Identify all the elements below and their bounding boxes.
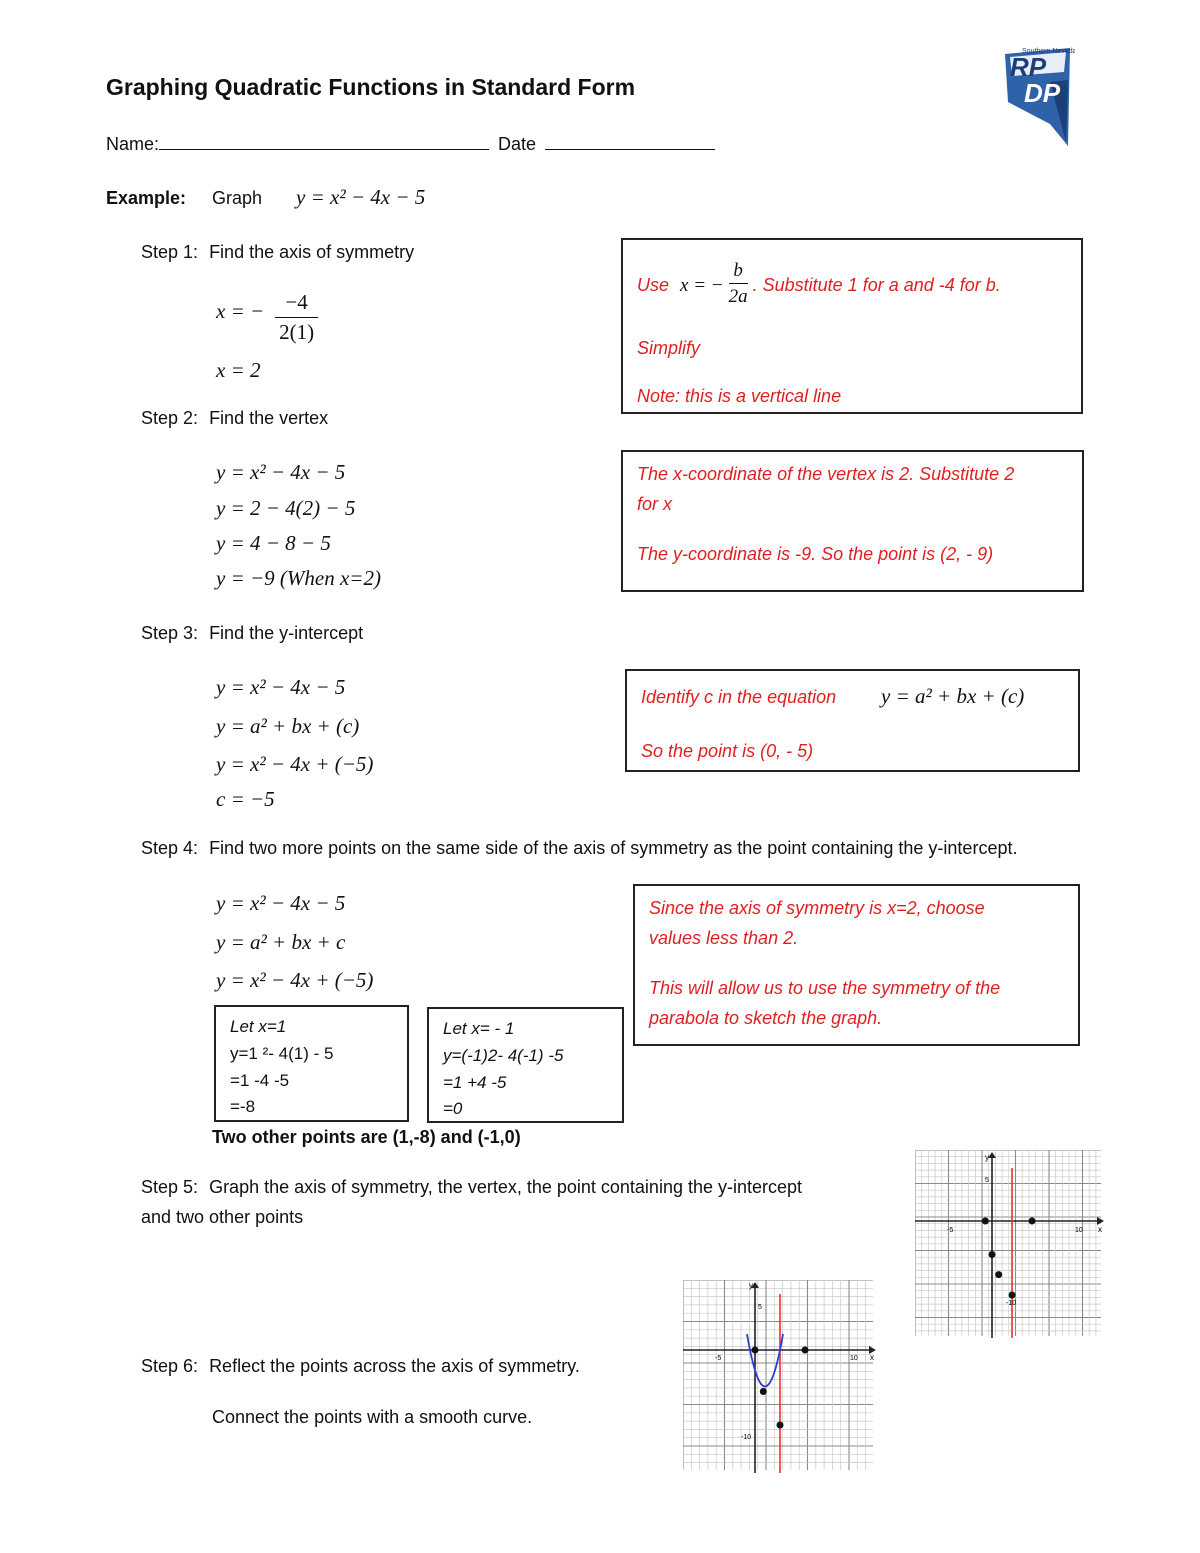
y-tick-5: 5 bbox=[758, 1304, 762, 1311]
step6-graph bbox=[683, 1280, 878, 1475]
step3-line: c = −5 bbox=[216, 787, 275, 811]
point-neg1-0 bbox=[752, 1347, 759, 1354]
name-label: Name: bbox=[106, 134, 160, 154]
let-x-1-box bbox=[214, 1005, 409, 1122]
let-x-neg1-line: Let x= - 1 bbox=[443, 1019, 515, 1038]
step1-box-frac bbox=[729, 260, 748, 308]
y-tick-5: 5 bbox=[985, 1177, 989, 1184]
step1-num: −4 bbox=[275, 290, 317, 318]
logo-top-text: Southern Nevada bbox=[1022, 48, 1075, 55]
step2-box-line2: for x bbox=[637, 494, 673, 514]
step1-box-eq-lhs: x = − bbox=[680, 274, 724, 296]
step5-text1: Graph the axis of symmetry, the vertex, the point containing the y-intercept bbox=[209, 1177, 803, 1197]
example-equation: y = x² − 4x − 5 bbox=[296, 185, 426, 209]
step6-text2: Connect the points with a smooth curve. bbox=[212, 1407, 533, 1427]
x-tick-neg5: -5 bbox=[715, 1355, 722, 1362]
y-tick-neg10: -10 bbox=[1006, 1300, 1017, 1307]
step2-line: y = 2 − 4(2) − 5 bbox=[216, 496, 356, 520]
step4-label: Step 4: bbox=[141, 838, 199, 858]
step3-box-point: So the point is (0, - 5) bbox=[641, 741, 814, 761]
step1-text: Find the axis of symmetry bbox=[209, 242, 415, 262]
step1-frac bbox=[275, 290, 317, 345]
let-x-1-line: =1 -4 -5 bbox=[230, 1071, 290, 1090]
step4-line: y = x² − 4x + (−5) bbox=[216, 968, 374, 992]
step3-line: y = a² + bx + (c) bbox=[216, 714, 360, 738]
let-x-1-line: Let x=1 bbox=[230, 1017, 287, 1036]
point-1-neg8 bbox=[995, 1271, 1002, 1278]
step6-heading bbox=[141, 1356, 580, 1377]
let-x-neg1-line: =1 +4 -5 bbox=[443, 1073, 507, 1092]
step2-heading bbox=[141, 408, 328, 429]
step3-text: Find the y-intercept bbox=[209, 623, 364, 643]
step1-box-use: Use bbox=[637, 274, 670, 295]
let-x-1-line: y=1 ²- 4(1) - 5 bbox=[230, 1044, 334, 1063]
step5-graph bbox=[915, 1150, 1105, 1340]
step4-box-line4: parabola to sketch the graph. bbox=[649, 1008, 883, 1028]
step6-text: Reflect the points across the axis of symmetry. bbox=[209, 1356, 580, 1376]
step2-line: y = −9 (When x=2) bbox=[216, 566, 381, 590]
logo-line2: DP bbox=[1024, 78, 1061, 108]
x-tick-10: 10 bbox=[1075, 1227, 1083, 1234]
step6-label: Step 6: bbox=[141, 1356, 199, 1376]
x-tick-neg5: -5 bbox=[947, 1227, 954, 1234]
step4-box-line3: This will allow us to use the symmetry of the bbox=[649, 978, 1001, 998]
grid bbox=[683, 1280, 873, 1470]
step5-heading bbox=[141, 1177, 802, 1198]
name-date-row bbox=[106, 133, 715, 155]
step1-box-simplify: Simplify bbox=[637, 338, 701, 358]
let-x-neg1-line: y=(-1)2- 4(-1) -5 bbox=[443, 1046, 564, 1065]
step4-heading bbox=[141, 838, 1017, 859]
let-x-neg1-box bbox=[427, 1007, 624, 1123]
point-0-neg5 bbox=[760, 1388, 767, 1395]
let-x-neg1-line: =0 bbox=[443, 1099, 463, 1118]
step1-heading bbox=[141, 242, 414, 263]
date-label: Date bbox=[498, 134, 537, 154]
step4-note-box bbox=[633, 884, 1080, 1046]
step1-note-box bbox=[621, 238, 1083, 414]
vertex-point bbox=[777, 1422, 784, 1429]
step1-box-note: Note: this is a vertical line bbox=[637, 386, 842, 406]
step3-line: y = x² − 4x + (−5) bbox=[216, 752, 374, 776]
step1-box-use-line bbox=[637, 262, 1001, 310]
step4-text: Find two more points on the same side of the axis of symmetry as the point containing the y-intercept. bbox=[209, 838, 1018, 858]
date-field[interactable] bbox=[545, 133, 715, 150]
step2-box-line3: The y-coordinate is -9. So the point is (2, - 9) bbox=[637, 544, 994, 564]
logo-line1: RP bbox=[1010, 52, 1047, 82]
y-tick-neg10: -10 bbox=[741, 1434, 752, 1441]
step1-box-rest: . Substitute 1 for a and -4 for b. bbox=[752, 274, 1001, 295]
step1-result: x = 2 bbox=[216, 358, 261, 382]
step3-note-box bbox=[625, 669, 1080, 772]
point-5-0 bbox=[802, 1347, 809, 1354]
step2-note-box bbox=[621, 450, 1084, 592]
step4-box-line1: Since the axis of symmetry is x=2, choose bbox=[649, 898, 985, 918]
example-graph-word: Graph bbox=[212, 188, 263, 208]
point-0-neg5 bbox=[989, 1251, 996, 1258]
parabola-curve bbox=[747, 1334, 783, 1386]
step2-text: Find the vertex bbox=[209, 408, 329, 428]
page-title: Graphing Quadratic Functions in Standard Form bbox=[106, 74, 636, 100]
step3-label: Step 3: bbox=[141, 623, 199, 643]
step1-lhs: x = − bbox=[216, 299, 265, 324]
step2-line: y = 4 − 8 − 5 bbox=[216, 531, 331, 555]
point-5-0 bbox=[1029, 1218, 1036, 1225]
point-neg1-0 bbox=[982, 1218, 989, 1225]
vertex-point bbox=[1009, 1292, 1016, 1299]
step1-label: Step 1: bbox=[141, 242, 199, 262]
y-axis-label: y bbox=[985, 1153, 989, 1162]
step4-box-line2: values less than 2. bbox=[649, 928, 799, 948]
step3-heading bbox=[141, 623, 363, 644]
y-axis-arrow bbox=[988, 1152, 996, 1158]
name-field[interactable] bbox=[159, 133, 489, 150]
step2-line: y = x² − 4x − 5 bbox=[216, 460, 346, 484]
step3-box-eq: y = a² + bx + (c) bbox=[881, 684, 1025, 708]
step3-box-identify: Identify c in the equation bbox=[641, 687, 837, 707]
rpdp-logo bbox=[1000, 42, 1075, 152]
x-axis-label: x bbox=[870, 1353, 874, 1362]
step5-label: Step 5: bbox=[141, 1177, 199, 1197]
step1-fraction-eq bbox=[216, 290, 318, 345]
step1-box-num: b bbox=[729, 260, 748, 284]
step4-summary: Two other points are (1,-8) and (-1,0) bbox=[212, 1127, 521, 1147]
let-x-1-line: =-8 bbox=[230, 1097, 256, 1116]
x-tick-10: 10 bbox=[850, 1355, 858, 1362]
step4-line: y = a² + bx + c bbox=[216, 930, 346, 954]
x-axis-label: x bbox=[1098, 1225, 1102, 1234]
step4-line: y = x² − 4x − 5 bbox=[216, 891, 346, 915]
step1-den: 2(1) bbox=[279, 320, 315, 344]
step5-text2: and two other points bbox=[141, 1207, 304, 1227]
step3-line: y = x² − 4x − 5 bbox=[216, 675, 346, 699]
y-axis-label: y bbox=[749, 1281, 753, 1290]
step1-box-den: 2a bbox=[728, 286, 748, 307]
example-label: Example: bbox=[106, 188, 187, 208]
grid bbox=[915, 1150, 1101, 1336]
step2-box-line1: The x-coordinate of the vertex is 2. Substitute 2 bbox=[637, 464, 1015, 484]
step2-label: Step 2: bbox=[141, 408, 199, 428]
